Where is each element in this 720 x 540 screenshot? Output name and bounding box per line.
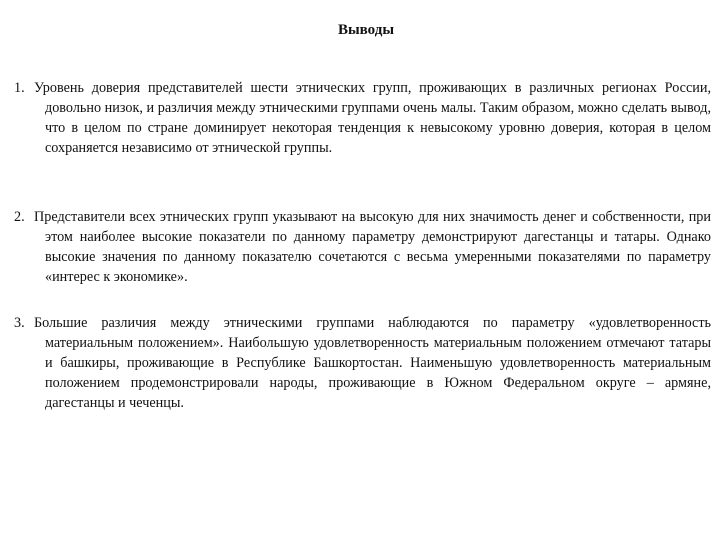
item-number: 3. xyxy=(14,315,25,331)
item-number: 2. xyxy=(14,209,25,225)
item-text: Уровень доверия представителей шести этнических групп, проживающих в различных регионах России, довольно низок, и различия между этническими группами очень малы. Таким образом, можно сделать вывод, что в целом по стране доминирует некоторая тенденция к невысокому уровню доверия, которая в целом сохраняется независимо от этнической группы. xyxy=(34,80,711,156)
conclusion-item-1 xyxy=(14,78,711,158)
conclusion-item-2 xyxy=(14,207,711,287)
slide-title: Выводы xyxy=(337,22,395,38)
conclusion-item-3 xyxy=(14,313,711,413)
item-number: 1. xyxy=(14,80,25,96)
item-text: Большие различия между этническими группами наблюдаются по параметру «удовлетворенность материальным положением». Наибольшую удовлетворенность материальным положением отмечают татары и башкиры, проживающие в Республике Башкортостан. Наименьшую удовлетворенность материальным положением продемонстрировали народы, проживающие в Южном Федеральном округе – армяне, дагестанцы и чеченцы. xyxy=(34,315,711,411)
item-text: Представители всех этнических групп указывают на высокую для них значимость денег и собственности, при этом наиболее высокие показатели по данному параметру демонстрируют дагестанцы и татары. Однако высокие значения по данному показателю сочетаются с весьма умеренными показателями по параметру «интерес к экономике». xyxy=(34,209,711,285)
